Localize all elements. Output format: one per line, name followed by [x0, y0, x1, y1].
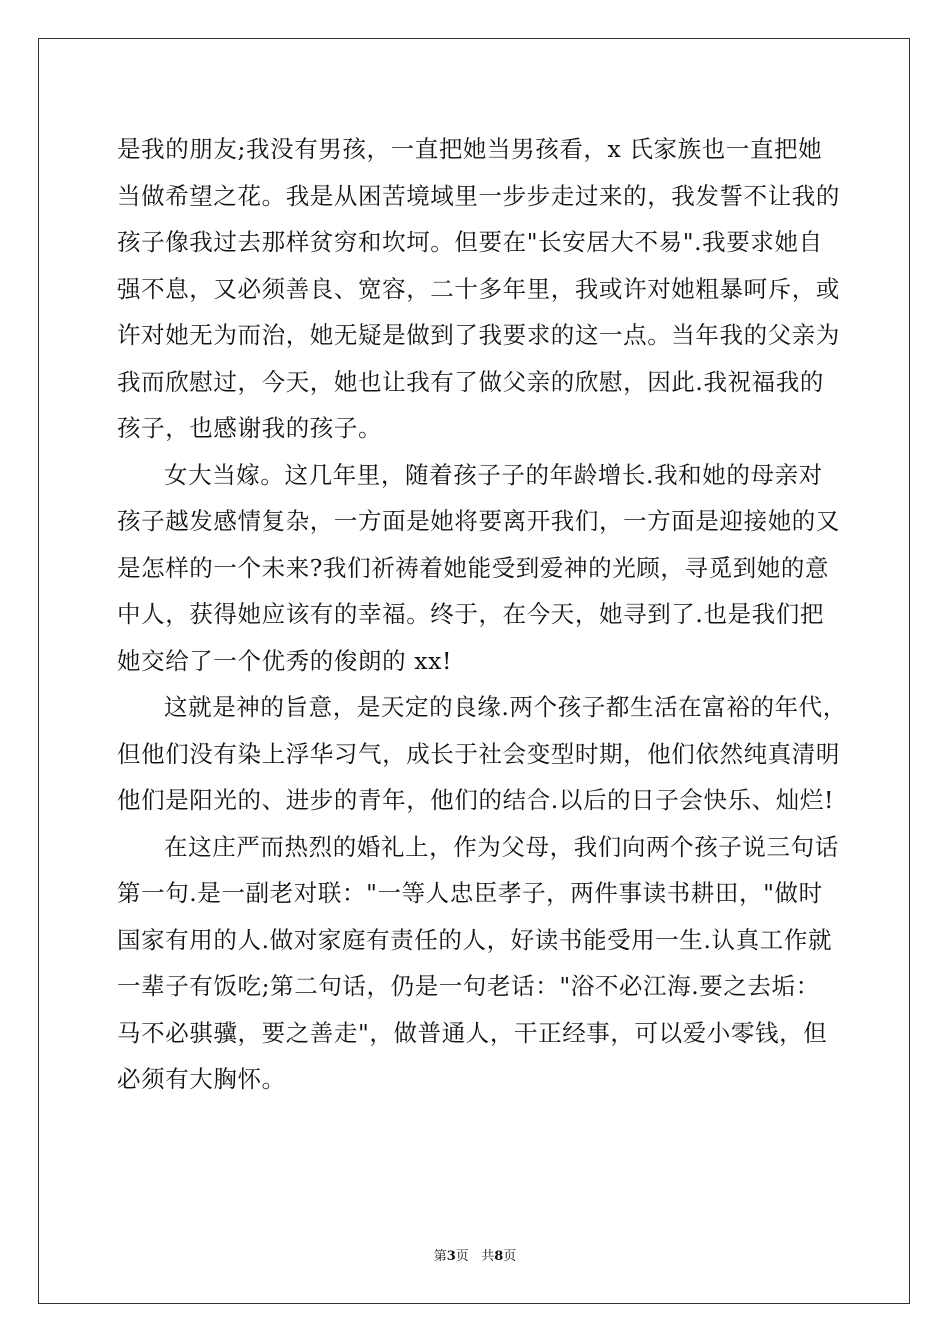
text-line: 女大当嫁。这几年里，随着孩子子的年龄增长.我和她的母亲对: [164, 460, 823, 489]
text-line: 中人，获得她应该有的幸福。终于，在今天，她寻到了.也是我们把: [117, 600, 824, 628]
page-current: 3: [446, 1249, 456, 1264]
text-line: 但他们没有染上浮华习气，成长于社会变型时期，他们依然纯真清明: [117, 739, 840, 768]
total-prefix: 共: [481, 1249, 495, 1264]
text-line: 是怎样的一个未来?我们祈祷着她能受到爱神的光顾，寻觅到她的意: [117, 553, 830, 582]
text-line: 我而欣慰过，今天，她也让我有了做父亲的欣慰，因此.我祝福我的: [117, 367, 824, 396]
text-line: 她交给了一个优秀的俊朗的 xx!: [117, 646, 453, 675]
text-line: 他们是阳光的、进步的青年，他们的结合.以后的日子会快乐、灿烂!: [117, 786, 835, 814]
text-line: 强不息，又必须善良、宽容，二十多年里，我或许对她粗暴呵斥，或: [117, 274, 840, 303]
text-line: 必须有大胸怀。: [117, 1065, 286, 1093]
text-line: 在这庄严而热烈的婚礼上，作为父母，我们向两个孩子说三句话: [164, 832, 839, 861]
page-suffix: 页: [455, 1249, 469, 1264]
text-line: 是我的朋友;我没有男孩，一直把她当男孩看，x 氏家族也一直把她: [117, 135, 823, 163]
text-line: 马不必骐骥，要之善走"，做普通人，干正经事，可以爱小零钱，但: [117, 1018, 828, 1047]
total-suffix: 页: [503, 1249, 517, 1264]
text-line: 当做希望之花。我是从困苦境域里一步步走过来的，我发誓不让我的: [117, 181, 840, 210]
document-body: [117, 126, 847, 1103]
text-line: 国家有用的人.做对家庭有责任的人，好读书能受用一生.认真工作就: [117, 925, 833, 954]
text-line: 孩子像我过去那样贫穷和坎坷。但要在"长安居大不易".我要求她自: [117, 228, 823, 256]
text-line: 这就是神的旨意，是天定的良缘.两个孩子都生活在富裕的年代，: [164, 693, 847, 721]
text-line: 一辈子有饭吃;第二句话，仍是一句老话："浴不必江海.要之去垢：: [117, 972, 820, 1000]
page-total: 8: [494, 1249, 504, 1264]
text-line: 第一句.是一副老对联："一等人忠臣孝子，两件事读书耕田，"做时: [117, 879, 823, 907]
page-prefix: 第: [433, 1249, 447, 1264]
text-line: 孩子，也感谢我的孩子。: [117, 414, 383, 442]
text-line: 许对她无为而治，她无疑是做到了我要求的这一点。当年我的父亲为: [117, 321, 840, 349]
text-line: 孩子越发感情复杂，一方面是她将要离开我们，一方面是迎接她的又: [117, 507, 840, 535]
page-footer: [0, 1248, 950, 1266]
